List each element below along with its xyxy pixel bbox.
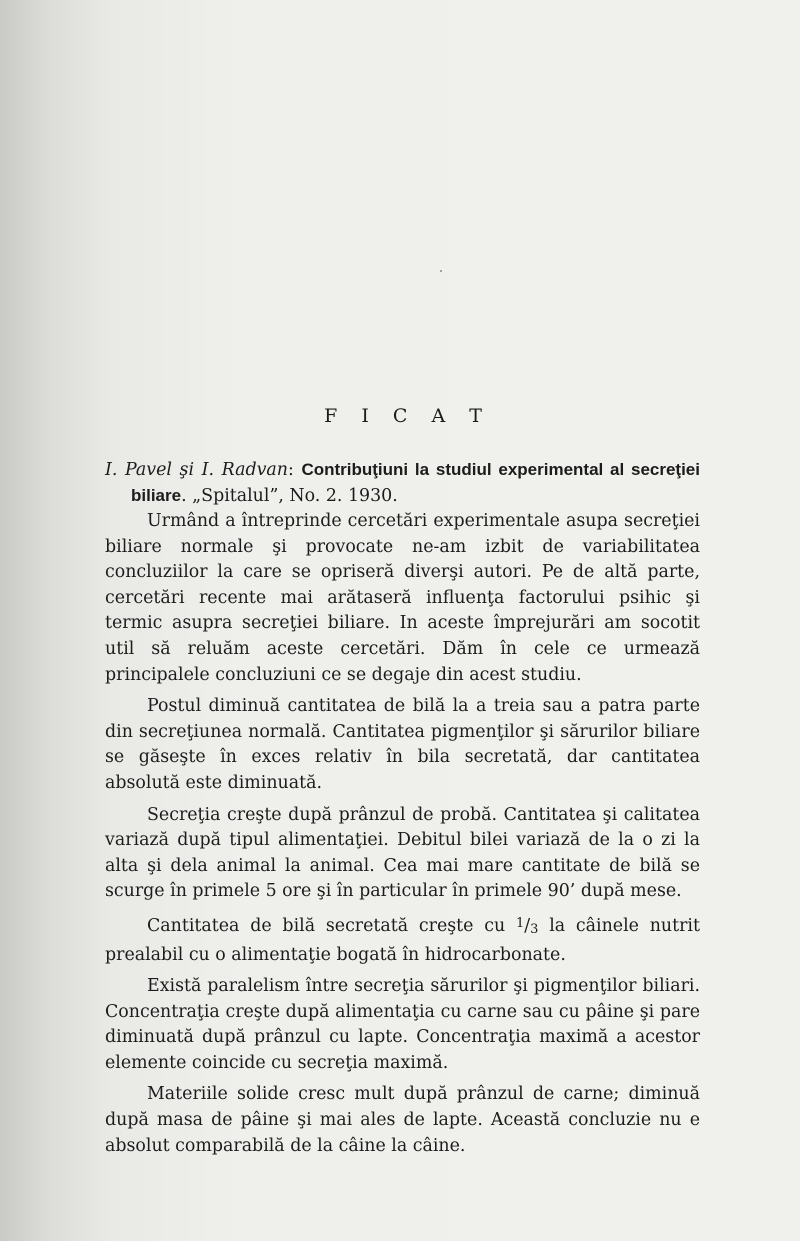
paragraph-carbohydrates-before: Cantitatea de bilă secretată creşte cu	[147, 915, 516, 936]
citation-title: Contribuţiuni la studiul experimental al secreţiei biliare	[131, 460, 700, 505]
citation-separator: :	[287, 460, 302, 480]
paragraph-carbohydrates	[105, 911, 700, 968]
fraction-denominator: 3	[530, 921, 539, 937]
paper-speck	[440, 270, 442, 272]
fraction-numerator: 1	[515, 915, 525, 931]
citation-source: . „Spitalul”, No. 2. 1930.	[181, 486, 398, 506]
paragraph-secretion: Secreţia creşte după prânzul de probă. Cantitatea şi calitatea variază după tipul alimentaţiei. Debitul bilei variază de la o zi la alta şi dela animal la animal. Cea mai mare cantitate de bilă se scurge în primele 5 ore şi în particular în primele 90’ după mese.	[105, 804, 700, 902]
paragraph-carbohydrates-after: la câinele nutrit prealabil cu o alimentaţie bogată în hidrocarbonate.	[105, 915, 700, 965]
section-title: F I C A T	[324, 405, 491, 427]
paragraph-parallelism: Există paralelism între secreţia sărurilor şi pigmenţilor biliari. Concentraţia creşte după alimentaţia cu carne sau cu pâine şi pare diminuată după prânzul cu lapte. Concentraţia maximă a acestor elemente coincide cu secreţia maximă.	[105, 976, 700, 1073]
paragraph-solids: Materiile solide cresc mult după prânzul de carne; diminuă după masa de pâine şi mai ales de lapte. Această concluzie nu e absolut comparabilă de la câine la câine.	[105, 1084, 700, 1156]
paragraph-fasting: Postul diminuă cantitatea de bilă la a treia sau a patra parte din secreţiunea normală. Cantitatea pigmenţilor şi sărurilor biliare se găseşte în exces relativ în bila secretată, dar cantitatea absolută este diminuată.	[105, 696, 700, 793]
citation	[105, 457, 700, 509]
citation-authors: I. Pavel şi I. Radvan	[105, 460, 288, 480]
paragraph-intro: Urmând a întreprinde cercetări experimentale asupa secreţiei biliare normale şi provocate ne-am izbit de variabilitatea concluziilor la care se opriseră diverşi autori. Pe de altă parte, cercetări recente mai arătaseră influenţa factorului psihic şi termic asupra secreţiei biliare. In aceste împrejurări am socotit util să reluăm aceste cercetări. Dăm în cele ce urmează principalele concluziuni ce se degaje din acest studiu.	[105, 511, 700, 685]
page-content	[105, 405, 700, 1159]
fraction-slash: /	[524, 915, 531, 936]
